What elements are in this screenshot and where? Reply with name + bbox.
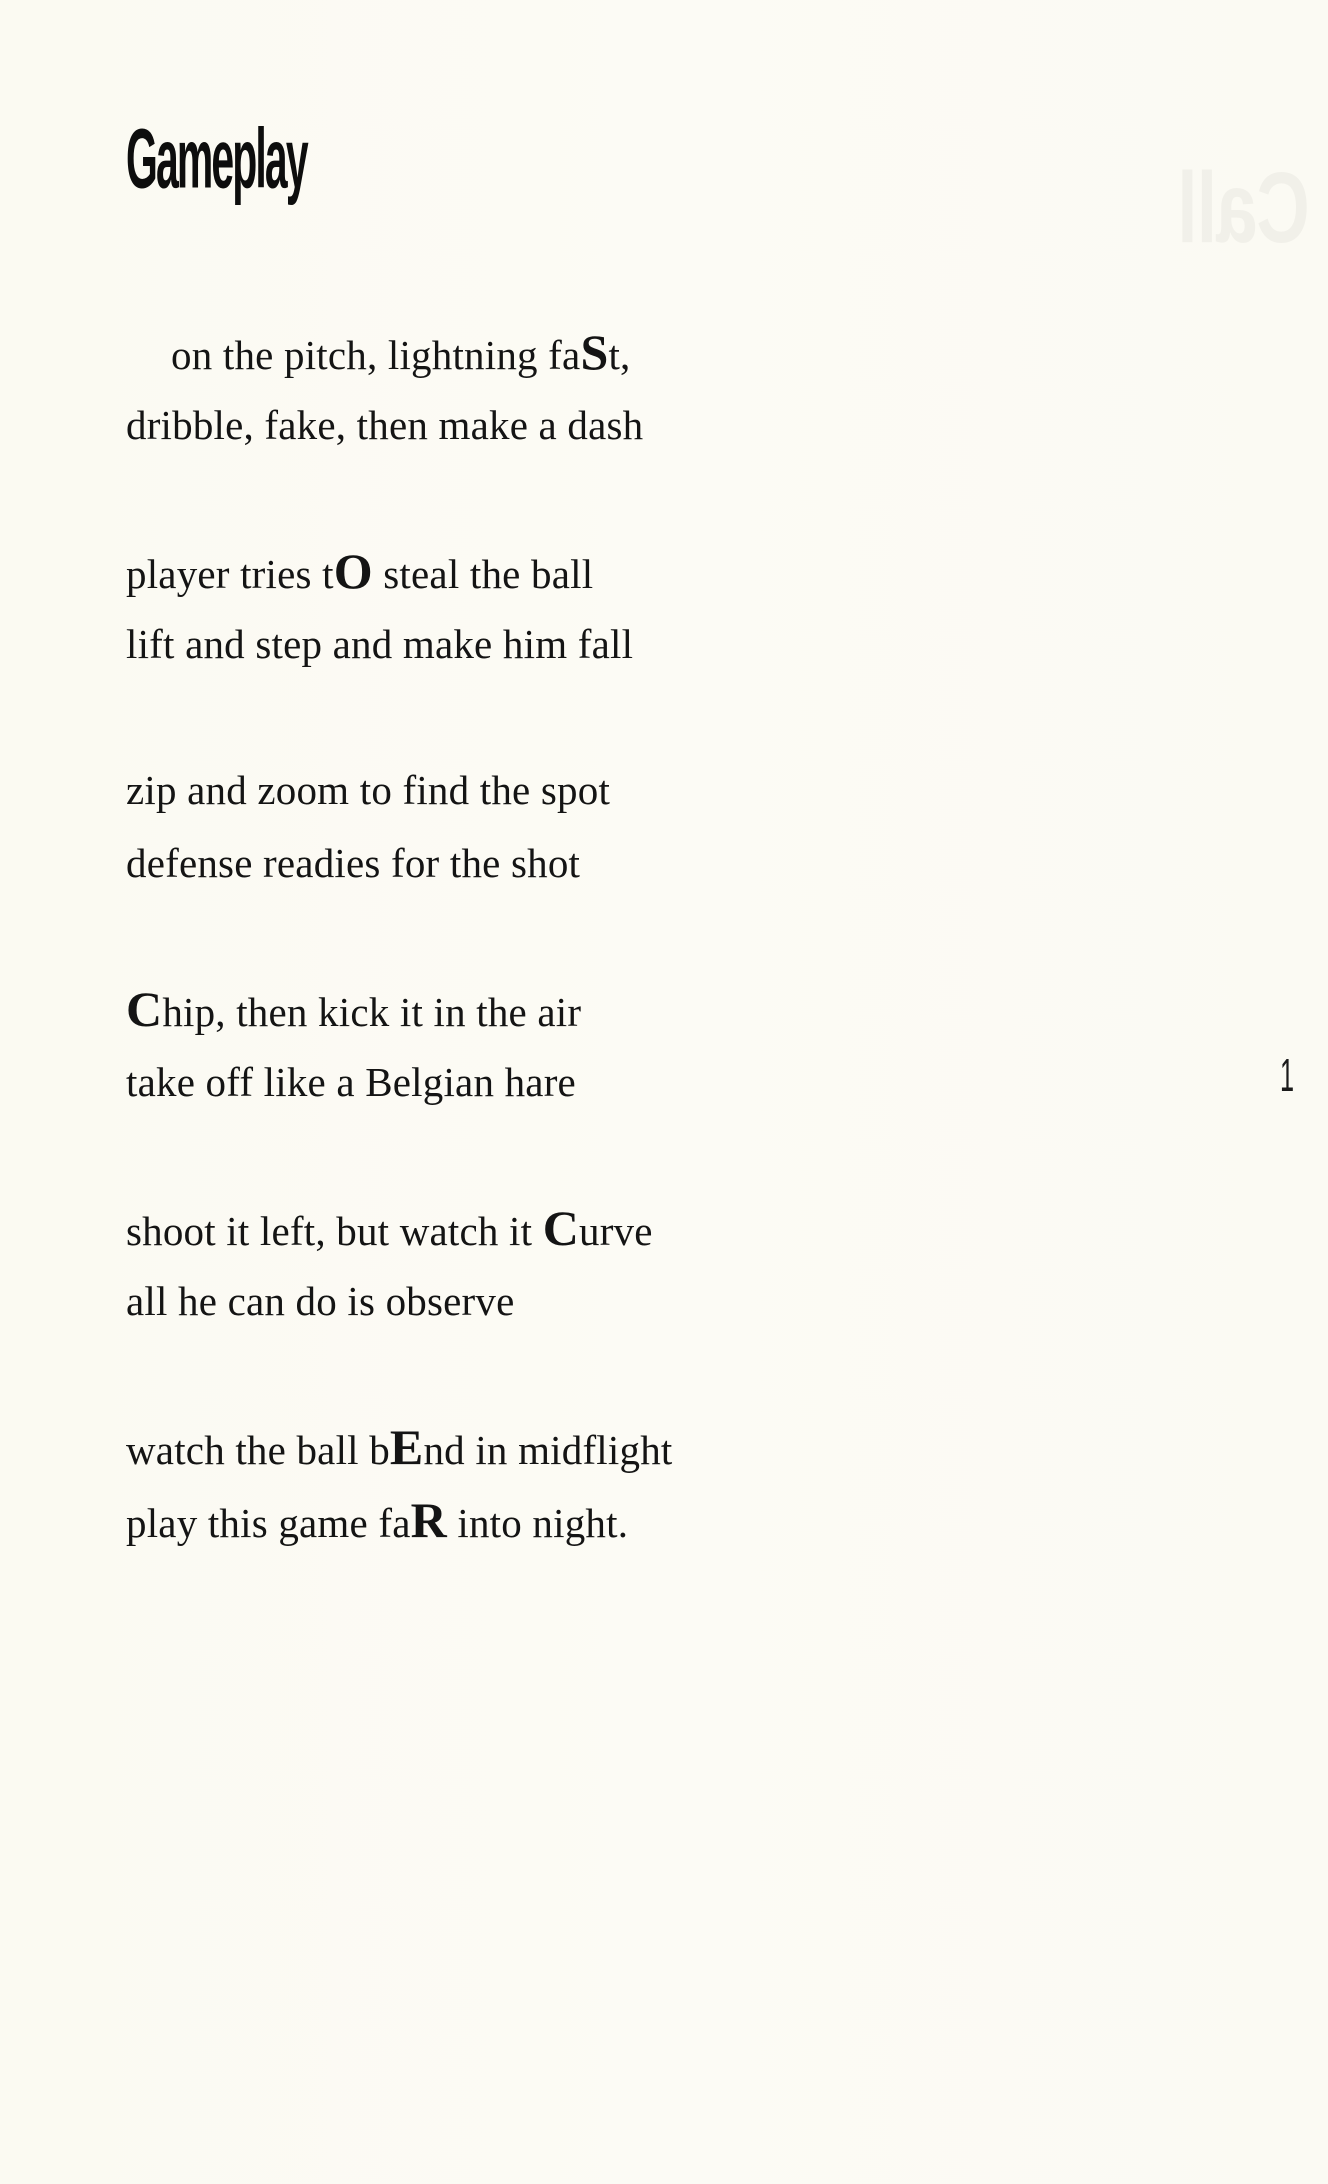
poem-line xyxy=(126,973,886,1046)
line-text: take off like a Belgian hare xyxy=(126,1059,576,1105)
line-text: lift and step and make him fall xyxy=(126,621,634,667)
poem-line xyxy=(126,535,886,608)
line-text: on the pitch, lightning fa xyxy=(171,332,581,378)
poem-line xyxy=(126,316,886,389)
line-text: hip, then kick it in the air xyxy=(162,989,582,1035)
poem-line xyxy=(126,1265,886,1338)
emphasized-letter: O xyxy=(333,543,373,599)
poem-body xyxy=(126,316,886,1630)
line-text: shoot it left, but watch it xyxy=(126,1208,543,1254)
stanza-2 xyxy=(126,535,886,681)
page-number: 1 xyxy=(1280,1049,1295,1101)
line-text: t, xyxy=(608,332,631,378)
line-text: player tries t xyxy=(126,551,334,597)
emphasized-letter: C xyxy=(126,981,163,1037)
poem-line xyxy=(126,827,886,900)
stanza-4 xyxy=(126,973,886,1119)
line-text: steal the ball xyxy=(372,551,594,597)
line-text: defense readies for the shot xyxy=(126,840,581,886)
poem-line xyxy=(126,389,886,462)
poem-line xyxy=(126,608,886,681)
poem-line xyxy=(126,1411,886,1484)
emphasized-letter: R xyxy=(410,1492,447,1548)
poem-line xyxy=(126,1192,886,1265)
line-text: urve xyxy=(579,1208,653,1254)
line-text: dribble, fake, then make a dash xyxy=(126,402,644,448)
stanza-1 xyxy=(126,316,886,462)
emphasized-letter: E xyxy=(389,1419,424,1475)
stanza-6 xyxy=(126,1411,886,1557)
line-text: nd in midflight xyxy=(423,1427,673,1473)
line-text: zip and zoom to find the spot xyxy=(126,767,611,813)
poem-line xyxy=(126,1046,886,1119)
stanza-3 xyxy=(126,754,886,900)
line-text: play this game fa xyxy=(126,1500,411,1546)
poem-line xyxy=(126,1484,886,1557)
bleed-through-text xyxy=(1178,150,1328,265)
emphasized-letter: C xyxy=(542,1200,579,1256)
emphasized-letter: S xyxy=(580,324,609,380)
line-text: all he can do is observe xyxy=(126,1278,515,1324)
stanza-5 xyxy=(126,1192,886,1338)
poem-line xyxy=(126,754,886,827)
line-text: watch the ball b xyxy=(126,1427,390,1473)
line-text: into night. xyxy=(446,1500,629,1546)
page-title: Gameplay xyxy=(126,110,307,206)
